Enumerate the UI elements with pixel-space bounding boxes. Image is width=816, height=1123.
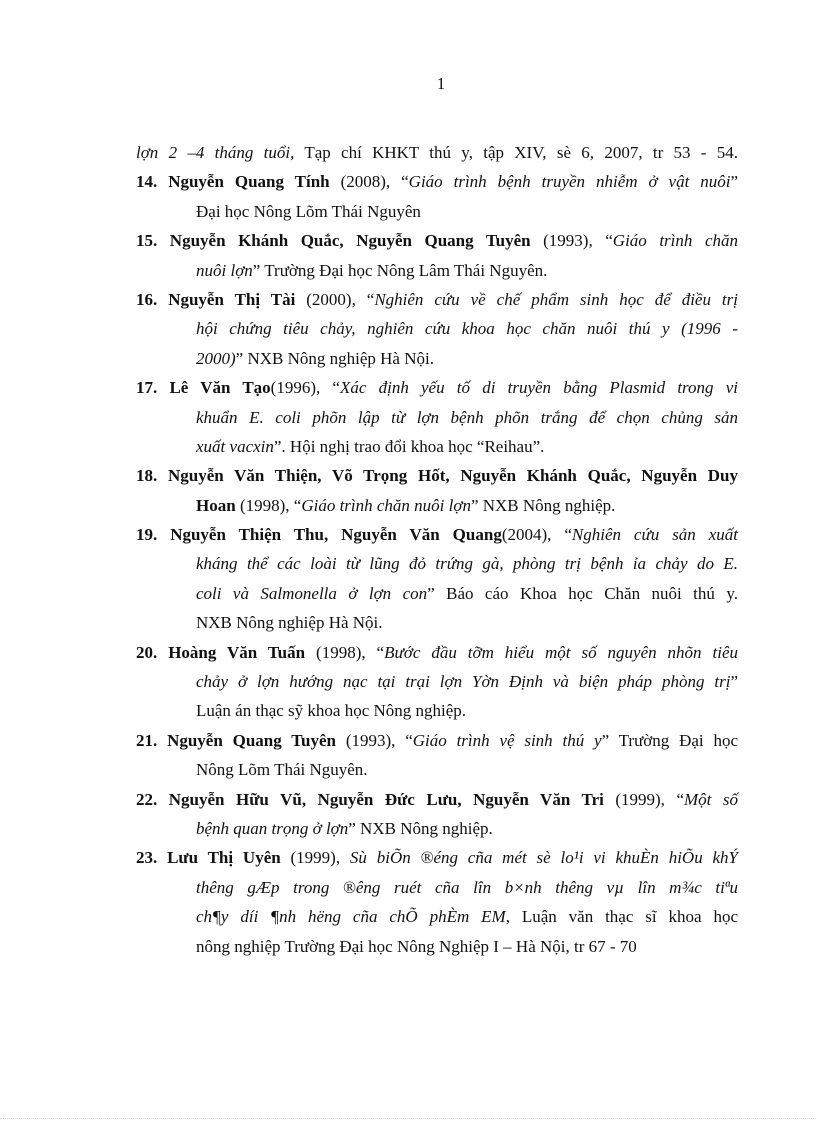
ref13-source: Tạp chí KHKT thú y, tập XIV, sè 6, 2007, tr 53 - 54.	[294, 143, 738, 162]
ref13-title: lợn 2 –4 tháng tuổi,	[136, 143, 295, 162]
reference-21	[136, 726, 738, 755]
reference-22-line-2	[136, 814, 738, 843]
ref23-authors: Lưu Thị Uyên	[167, 848, 281, 868]
ref22-authors: Nguyễn Hữu Vũ, Nguyễn Đức Lưu, Nguyễn Văn Tri	[168, 789, 604, 809]
ref20-title-1: Bước đầu tỡm hiểu một số nguyên nhõn tiêu	[384, 642, 739, 662]
ref21-number: 21.	[136, 730, 158, 750]
ref19-year: (2004), “	[501, 525, 572, 545]
ref16-title-1: Nghiên cứu về chế phẩm sinh học để điều trị	[374, 289, 738, 309]
ref17-number: 17.	[136, 378, 158, 398]
reference-21-line-2	[136, 755, 738, 784]
reference-17-line-3	[136, 432, 738, 461]
ref18-title: Giáo trình chăn nuôi lợn	[301, 495, 471, 515]
reference-15	[136, 226, 738, 255]
ref18-authors-2: Hoan	[196, 495, 236, 515]
ref23-title-1: Sù biÕn ®éng cña mét sè lo¹i vi khuÈn hiÕu khÝ	[349, 848, 739, 868]
reference-17-line-2	[136, 403, 738, 432]
ref15-authors: Nguyễn Khánh Quắc, Nguyễn Quang Tuyên	[169, 231, 531, 251]
reference-16	[136, 285, 738, 314]
ref15-title-1: Giáo trình chăn	[612, 231, 738, 251]
reference-23-line-3	[136, 902, 738, 931]
ref23-year: (1999),	[280, 848, 350, 868]
ref22-year: (1999), “	[603, 789, 684, 809]
ref16-title-2: hội chứng tiêu chảy, nghiên cứu khoa học chăn nuôi thú y (1996 -	[196, 319, 738, 339]
reference-13-continuation	[136, 138, 738, 167]
ref18-number: 18.	[136, 466, 158, 486]
reference-23-line-4	[136, 932, 738, 961]
ref19-authors: Nguyễn Thiện Thu, Nguyễn Văn Quang	[170, 525, 502, 545]
ref19-number: 19.	[136, 525, 158, 545]
ref19-publisher: NXB Nông nghiệp Hà Nội.	[196, 613, 383, 633]
ref23-publisher: nông nghiệp Trường Đại học Nông Nghiệp I – Hà Nội, tr 67 - 70	[196, 936, 637, 956]
ref20-thesis: Luận án thạc sỹ khoa học Nông nghiệp.	[196, 701, 467, 721]
ref16-publisher: ” NXB Nông nghiệp Hà Nội.	[235, 348, 434, 368]
reference-20	[136, 638, 738, 667]
ref15-publisher: ” Trường Đại học Nông Lâm Thái Nguyên.	[252, 260, 548, 280]
ref15-title-2: nuôi lợn	[196, 260, 253, 280]
ref14-number: 14.	[136, 172, 158, 192]
ref19-venue: ” Báo cáo Khoa học Chăn nuôi thú y.	[427, 583, 738, 603]
ref18-publisher: ” NXB Nông nghiệp.	[470, 495, 616, 515]
ref20-authors: Hoàng Văn Tuấn	[168, 642, 306, 662]
reference-15-line-2	[136, 256, 738, 285]
ref22-title-2: bệnh quan trọng ở lợn	[196, 818, 349, 838]
ref17-authors: Lê Văn Tạo	[169, 378, 271, 398]
ref18-year: (1998), “	[235, 495, 302, 515]
ref16-title-3: 2000)	[196, 348, 236, 368]
ref16-year: (2000), “	[295, 289, 375, 309]
reference-14	[136, 167, 738, 196]
ref21-publisher-1: ” Trường Đại học	[601, 730, 739, 750]
reference-list	[136, 138, 738, 961]
ref23-number: 23.	[136, 848, 158, 868]
reference-17	[136, 373, 738, 402]
reference-23-line-2	[136, 873, 738, 902]
ref17-title-1: Xác định yếu tố di truyền bằng Plasmid trong vi	[339, 378, 739, 398]
ref22-number: 22.	[136, 789, 158, 809]
page-bottom-divider	[0, 1118, 816, 1119]
ref22-publisher: ” NXB Nông nghiệp.	[348, 818, 493, 838]
ref16-authors: Nguyễn Thị Tài	[168, 289, 296, 309]
ref20-title-2: chảy ở lợn hướng nạc tại trại lợn Yờn Định và biện pháp phòng trị	[196, 672, 731, 692]
ref15-year: (1993), “	[530, 231, 613, 251]
ref19-title-2: kháng thể các loài từ lũng đỏ trứng gà, phòng trị bệnh ỉa chảy do E.	[196, 554, 738, 574]
reference-23	[136, 843, 738, 872]
reference-19-line-2	[136, 549, 738, 578]
ref21-title: Giáo trình vệ sinh thú y	[412, 730, 602, 750]
ref14-publisher: Đại học Nông Lõm Thái Nguyên	[196, 201, 421, 221]
ref20-number: 20.	[136, 642, 158, 662]
ref21-publisher-2: Nông Lõm Thái Nguyên.	[196, 760, 368, 780]
ref16-number: 16.	[136, 289, 158, 309]
reference-18	[136, 461, 738, 490]
reference-14-line-2	[136, 197, 738, 226]
ref14-close-quote: ”	[730, 172, 739, 192]
ref17-title-2: khuẩn E. coli phõn lập từ lợn bệnh phõn trắng để chọn chủng sản	[196, 407, 738, 427]
ref15-number: 15.	[136, 231, 158, 251]
reference-19	[136, 520, 738, 549]
reference-19-line-4	[136, 608, 738, 637]
ref22-title-1: Một số	[684, 789, 739, 809]
ref19-title-1: Nghiên cứu sản xuất	[571, 525, 739, 545]
ref14-title: Giáo trình bệnh truyền nhiễm ở vật nuôi	[408, 172, 731, 192]
ref20-year: (1998), “	[305, 642, 385, 662]
ref14-year: (2008), “	[329, 172, 409, 192]
reference-22	[136, 785, 738, 814]
ref14-authors: Nguyễn Quang Tính	[168, 172, 330, 192]
ref23-title-3: ch¶y díi ¶nh hëng cña chÕ phÈm EM	[196, 907, 506, 927]
reference-20-line-3	[136, 696, 738, 725]
reference-16-line-2	[136, 314, 738, 343]
ref21-authors: Nguyễn Quang Tuyên	[167, 730, 336, 750]
reference-16-line-3	[136, 344, 738, 373]
page-number: 1	[436, 74, 446, 93]
ref19-title-3: coli và Salmonella ở lợn con	[196, 583, 428, 603]
ref20-close-quote: ”	[730, 672, 738, 692]
ref23-title-2: thêng gÆp trong ®êng ruét cña lîn b×nh thêng vµ lîn m¾c tiªu	[196, 877, 738, 897]
ref17-venue: ”. Hội nghị trao đổi khoa học “Reihau”.	[273, 436, 545, 456]
ref17-year: (1996), “	[270, 378, 340, 398]
ref23-thesis: , Luận văn thạc sĩ khoa học	[505, 907, 739, 927]
ref17-title-3: xuất vacxin	[196, 436, 274, 456]
reference-18-line-2	[136, 491, 738, 520]
ref21-year: (1993), “	[336, 730, 413, 750]
reference-19-line-3	[136, 579, 738, 608]
reference-20-line-2	[136, 667, 738, 696]
ref18-authors-1: Nguyễn Văn Thiện, Võ Trọng Hốt, Nguyễn Khánh Quắc, Nguyễn Duy	[167, 466, 739, 486]
